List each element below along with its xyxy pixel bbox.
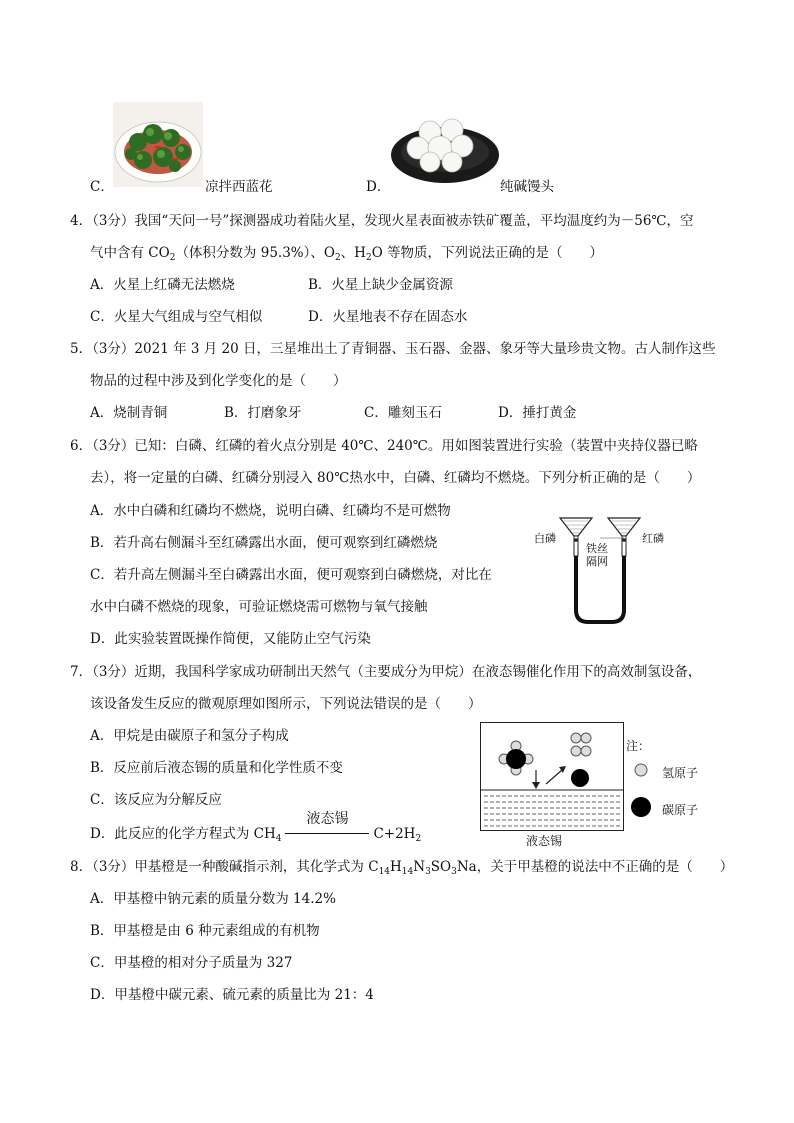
q5-stem-line2: 物品的过程中涉及到化学变化的是（ ）	[90, 373, 347, 389]
q4-option-b: B．火星上缺少金属资源	[308, 277, 453, 293]
q8-option-a: A．甲基橙中钠元素的质量分数为 14.2%	[90, 891, 336, 907]
q7-fig-label-carbon: 碳原子	[662, 803, 699, 817]
hydrogen-atom-legend-icon	[633, 762, 649, 778]
q6-option-c-line1: C．若升高左侧漏斗至白磷露出水面，便可观察到白磷燃烧，对比在	[90, 567, 492, 583]
q6-fig-label-mesh: 隔网	[586, 555, 608, 568]
q5-option-a: A．烧制青铜	[90, 405, 168, 421]
q7-fig-note: 注：	[626, 739, 651, 753]
q7-fig-label-tin: 液态锡	[526, 834, 563, 848]
q6-fig-label-wire: 铁丝	[586, 542, 608, 555]
q6-stem-line1: 6．（3分）已知：白磷、红磷的着火点分别是 40℃、240℃。用如图装置进行实验（装置中夹持仪器已略	[70, 438, 698, 454]
mantou-photo	[390, 110, 500, 185]
q5-option-b: B．打磨象牙	[224, 405, 302, 421]
q3-option-c-letter: C．	[90, 179, 114, 195]
q7-fig-label-hydrogen: 氢原子	[662, 766, 699, 780]
q4-stem-line2: 气中含有 $CO_2$（体积分数为 95.3%）、$O_2$、$H_2O$ 等物质，下列说法正确的是（ ）	[90, 245, 604, 263]
q3-option-d-letter: D．	[366, 179, 391, 195]
q7-stem-line1: 7．（3分）近期，我国科学家成功研制出天然气（主要成分为甲烷）在液态锡催化作用下的高效制氢设备，	[70, 664, 702, 680]
q7-option-b: B．反应前后液态锡的质量和化学性质不变	[90, 760, 343, 776]
q6-option-c-line2: 水中白磷不燃烧的现象，可验证燃烧需可燃物与氧气接触	[90, 599, 428, 615]
tin-reactor-figure	[480, 722, 625, 832]
q7-stem-line2: 该设备发生反应的微观原理如图所示，下列说法错误的是（ ）	[90, 696, 482, 712]
q3-option-c-text: 凉拌西蓝花	[205, 179, 273, 195]
q4-stem-line1: 4．（3分）我国“天问一号”探测器成功着陆火星，发现火星表面被赤铁矿覆盖，平均温度约为－56℃，空	[70, 213, 694, 229]
q3-option-d-text: 纯碱馒头	[500, 179, 554, 195]
q7-option-d: D．此反应的化学方程式为 $CH_4$ 液态锡 $C+2H_2$	[90, 811, 422, 844]
q6-option-d: D．此实验装置既操作简便，又能防止空气污染	[90, 631, 371, 647]
q8-stem-line1: 8．（3分）甲基橙是一种酸碱指示剂，其化学式为 $C_{14}H_{14}N_3SO_3Na$，关于甲基橙的说法中不正确的是（ ）	[70, 859, 734, 877]
q6-stem-line2: 去），将一定量的白磷、红磷分别浸入 80℃热水中，白磷、红磷均不燃烧。下列分析正确的是（ ）	[90, 470, 701, 486]
q8-option-d: D．甲基橙中碳元素、硫元素的质量比为 21：4	[90, 987, 374, 1003]
q6-option-b: B．若升高右侧漏斗至红磷露出水面，便可观察到红磷燃烧	[90, 535, 438, 551]
q7-option-c: C．该反应为分解反应	[90, 792, 222, 808]
q5-option-d: D．捶打黄金	[498, 405, 577, 421]
q4-option-a: A．火星上红磷无法燃烧	[90, 277, 235, 293]
q6-fig-label-white-phosphorus: 白磷	[534, 532, 556, 545]
q4-option-d: D．火星地表不存在固态水	[308, 309, 468, 325]
q7-option-a: A．甲烷是由碳原子和氢分子构成	[90, 728, 289, 744]
q6-option-a: A．水中白磷和红磷均不燃烧，说明白磷、红磷均不是可燃物	[90, 503, 451, 519]
q8-option-c: C．甲基橙的相对分子质量为 327	[90, 955, 293, 971]
carbon-atom-legend-icon	[630, 796, 652, 818]
q6-fig-label-red-phosphorus: 红磷	[642, 532, 664, 545]
q4-option-c: C．火星大气组成与空气相似	[90, 309, 263, 325]
q8-option-b: B．甲基橙是由 6 种元素组成的有机物	[90, 923, 320, 939]
q5-option-c: C．雕刻玉石	[364, 405, 442, 421]
q5-stem-line1: 5．（3分）2021 年 3 月 20 日，三星堆出土了青铜器、玉石器、金器、象牙等大量珍贵文物。古人制作这些	[70, 341, 716, 357]
broccoli-photo	[113, 102, 203, 187]
